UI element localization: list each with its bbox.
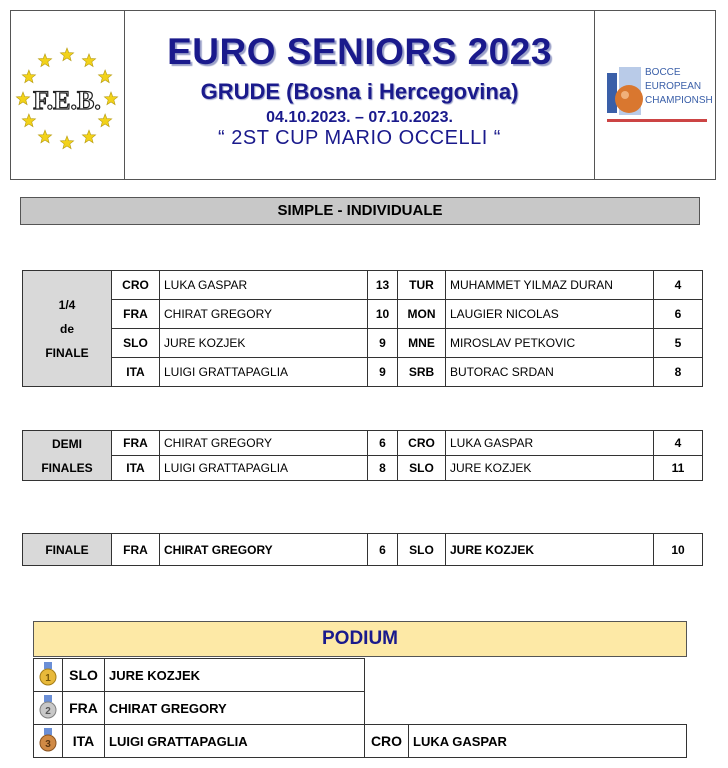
- gold-medal-icon: [34, 659, 63, 692]
- score: 10: [368, 300, 398, 329]
- country-code: FRA: [63, 692, 105, 725]
- player-name: LUKA GASPAR: [409, 725, 687, 758]
- score: 6: [368, 431, 398, 456]
- country-code: SLO: [398, 534, 446, 566]
- quarterfinals-table: [22, 270, 703, 387]
- table-row: [23, 358, 703, 387]
- feb-logo: [11, 11, 125, 179]
- logo-line-2: EUROPEAN: [645, 81, 702, 92]
- stage-label: DEMI FINALES: [23, 431, 112, 481]
- country-code: FRA: [112, 300, 160, 329]
- podium-row-silver: [34, 692, 687, 725]
- player-name: LUKA GASPAR: [446, 431, 654, 456]
- player-name: CHIRAT GREGORY: [160, 431, 368, 456]
- score: 8: [654, 358, 703, 387]
- player-name: BUTORAC SRDAN: [446, 358, 654, 387]
- final-table: [22, 533, 703, 566]
- table-row: [23, 300, 703, 329]
- country-code: FRA: [112, 431, 160, 456]
- star-icon: [38, 54, 51, 67]
- star-icon: [82, 130, 95, 143]
- event-title: EURO SENIORS 2023: [167, 31, 552, 72]
- table-row: [23, 329, 703, 358]
- podium-row-bronze: [34, 725, 687, 758]
- country-code: FRA: [112, 534, 160, 566]
- player-name: LUIGI GRATTAPAGLIA: [160, 358, 368, 387]
- score: 9: [368, 358, 398, 387]
- svg-text:1: 1: [45, 672, 51, 684]
- player-name: JURE KOZJEK: [446, 456, 654, 481]
- bronze-medal-icon: [34, 725, 63, 758]
- logo-line-3: CHAMPIONSHI: [645, 95, 713, 106]
- star-icon: [38, 130, 51, 143]
- podium-table: [33, 658, 687, 758]
- silver-medal-icon: [34, 692, 63, 725]
- player-name: CHIRAT GREGORY: [160, 300, 368, 329]
- star-icon: [16, 92, 29, 105]
- score: 4: [654, 271, 703, 300]
- score: 4: [654, 431, 703, 456]
- player-name: LAUGIER NICOLAS: [446, 300, 654, 329]
- event-dates: 04.10.2023. – 07.10.2023.: [266, 109, 453, 126]
- score: 6: [654, 300, 703, 329]
- player-name: LUKA GASPAR: [160, 271, 368, 300]
- player-name: CHIRAT GREGORY: [105, 692, 365, 725]
- star-icon: [98, 114, 111, 127]
- country-code: CRO: [398, 431, 446, 456]
- country-code: ITA: [112, 456, 160, 481]
- player-name: MUHAMMET YILMAZ DURAN: [446, 271, 654, 300]
- podium-row-gold: [34, 659, 687, 692]
- player-name: JURE KOZJEK: [105, 659, 365, 692]
- country-code: ITA: [63, 725, 105, 758]
- header: [10, 10, 716, 180]
- score: 10: [654, 534, 703, 566]
- score: 5: [654, 329, 703, 358]
- table-row: [23, 271, 703, 300]
- svg-text:3: 3: [45, 738, 51, 750]
- country-code: SLO: [398, 456, 446, 481]
- stage-label: 1/4 de FINALE: [23, 271, 112, 387]
- bocce-logo: [595, 11, 713, 179]
- country-code: TUR: [398, 271, 446, 300]
- player-name: MIROSLAV PETKOVIC: [446, 329, 654, 358]
- country-code: MON: [398, 300, 446, 329]
- semifinals-table: [22, 430, 703, 481]
- country-code: SLO: [63, 659, 105, 692]
- section-title: SIMPLE - INDIVIDUALE: [20, 197, 700, 225]
- star-icon: [60, 48, 73, 61]
- score: 8: [368, 456, 398, 481]
- logo-line-1: BOCCE: [645, 67, 681, 78]
- feb-logo-text: F.E.B.: [33, 86, 101, 115]
- table-row: [23, 431, 703, 456]
- country-code: CRO: [112, 271, 160, 300]
- player-name: JURE KOZJEK: [446, 534, 654, 566]
- star-icon: [22, 70, 35, 83]
- star-icon: [22, 114, 35, 127]
- score: 9: [368, 329, 398, 358]
- table-row: [23, 534, 703, 566]
- header-titles: [125, 11, 595, 179]
- championship-logo: [595, 11, 715, 179]
- event-location: GRUDE (Bosna i Hercegovina): [200, 79, 519, 104]
- player-name: LUIGI GRATTAPAGLIA: [160, 456, 368, 481]
- stage-label: FINALE: [23, 534, 112, 566]
- country-code: SRB: [398, 358, 446, 387]
- podium-title: PODIUM: [33, 621, 687, 657]
- star-icon: [104, 92, 117, 105]
- star-icon: [98, 70, 111, 83]
- feb-stars-logo: [11, 11, 123, 179]
- star-icon: [82, 54, 95, 67]
- svg-text:2: 2: [45, 705, 51, 717]
- country-code: ITA: [112, 358, 160, 387]
- cup-name: “ 2ST CUP MARIO OCCELLI “: [218, 127, 501, 149]
- score: 11: [654, 456, 703, 481]
- score: 6: [368, 534, 398, 566]
- score: 13: [368, 271, 398, 300]
- country-code: CRO: [365, 725, 409, 758]
- country-code: MNE: [398, 329, 446, 358]
- player-name: JURE KOZJEK: [160, 329, 368, 358]
- player-name: CHIRAT GREGORY: [160, 534, 368, 566]
- star-icon: [60, 136, 73, 149]
- country-code: SLO: [112, 329, 160, 358]
- player-name: LUIGI GRATTAPAGLIA: [105, 725, 365, 758]
- table-row: [23, 456, 703, 481]
